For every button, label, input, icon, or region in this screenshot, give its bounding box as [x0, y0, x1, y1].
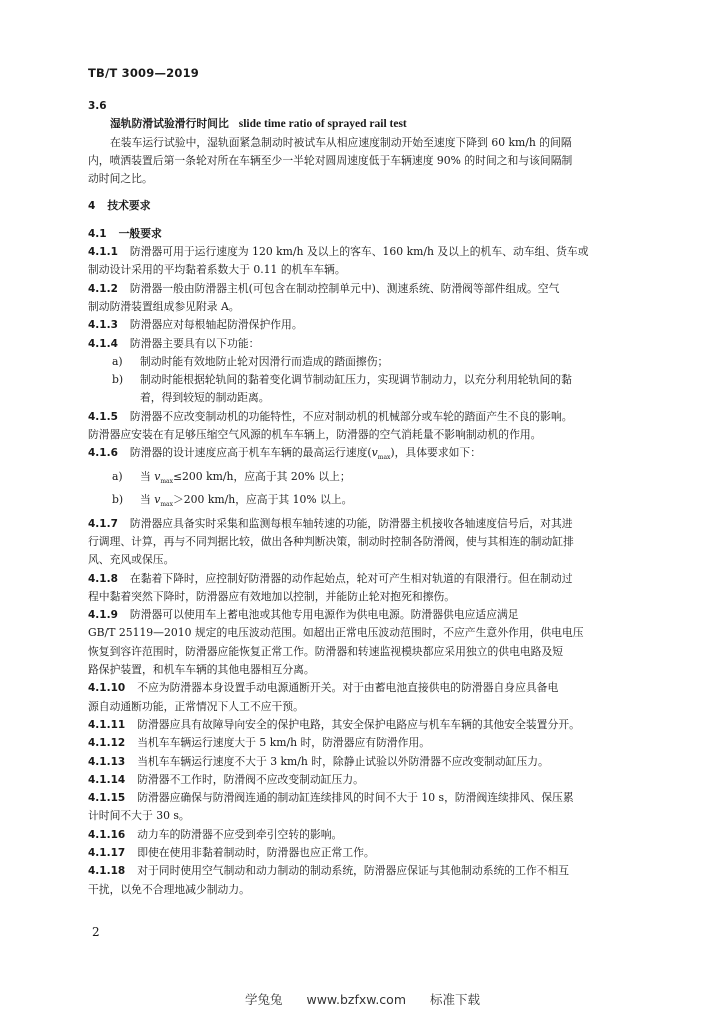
clause-4-1-2: 4.1.2 防滑器一般由防滑器主机(可包含在制动控制单元中)、测速系统、防滑阀等部件组成。空气 — [88, 281, 560, 295]
clause-4-1-13: 4.1.13 当机车车辆运行速度不大于 3 km/h 时，除静止试验以外防滑器不应改变制动缸压力。 — [88, 754, 549, 768]
doc-header-id: TB/T 3009—2019 — [88, 66, 199, 80]
footer-site-name: 学兔兔 — [244, 992, 283, 1007]
clause-4-1-18: 4.1.18 对于同时使用空气制动和动力制动的制动系统，防滑器应保证与其他制动系统的工作不相互 — [88, 864, 570, 878]
term-en: slide time ratio of sprayed rail test — [238, 118, 407, 131]
clause-4-1-15: 4.1.15 防滑器应确保与防滑阀连通的制动缸连续排风的时间不大于 10 s，防滑阀连续排风、保压累 — [88, 791, 574, 805]
clause-4-1-1: 4.1.1 防滑器可用于运行速度为 120 km/h 及以上的客车、160 km/h 及以上的机车、动车组、货车或 — [88, 245, 589, 259]
term-heading — [88, 115, 666, 133]
clause-4-1-8-cont: 程中黏着突然下降时，防滑器应有效地加以控制，并能防止轮对抱死和擦伤。 — [88, 589, 456, 603]
clause-4-1-7: 4.1.7 防滑器应具备实时采集和监测每根车轴转速的功能，防滑器主机接收各轴速度信号后，对其进 — [88, 516, 573, 530]
clause-4-1-4: 4.1.4 防滑器主要具有以下功能： — [88, 336, 260, 350]
clause-4-1-7-cont: 行调理、计算，再与不同判据比较，做出各种判断决策，制动时控制各防滑阀，使与其相连的制动缸排 — [88, 535, 574, 548]
section-4-heading: 4 技术要求 — [88, 199, 151, 213]
clause-4-1-10-cont: 源自动通断功能，正常情况下人工不应干预。 — [88, 699, 304, 713]
list-item-b-cont: 着，得到较短的制动距离。 — [140, 391, 270, 405]
term-definition-l2: 内，喷洒装置后第一条轮对所在车辆至少一半轮对圆周速度低于车辆速度 90% 的时间之和与该间隔制 — [88, 153, 573, 167]
term-cn: 湿轨防滑试验滑行时间比 — [110, 117, 229, 131]
clause-4-1-7-cont2: 风、充风或保压。 — [88, 553, 175, 567]
clause-4-1-11: 4.1.11 防滑器应具有故障导向安全的保护电路，其安全保护电路应与机车车辆的其他安全装置分开。 — [88, 717, 580, 731]
clause-4-1-18-cont: 干扰，以免不合理地减少制动力。 — [88, 882, 250, 896]
footer-tagline: 标准下载 — [430, 992, 481, 1007]
clause-4-1-9-cont3: 路保护装置，和机车车辆的其他电器相互分离。 — [88, 663, 315, 677]
section-4-1-heading: 4.1 一般要求 — [88, 226, 162, 240]
clause-4-1-9-cont2: 恢复到容许范围时，防滑器应能恢复正常工作。防滑器和转速监视模块都应采用独立的供电电路及短 — [88, 644, 564, 658]
clause-4-1-10: 4.1.10 不应为防滑器本身设置手动电源通断开关。对于由蓄电池直接供电的防滑器自身应具备电 — [88, 681, 559, 695]
term-definition-l1: 在装车运行试验中，湿轨面紧急制动时被试车从相应速度制动开始至速度下降到 60 km/h 的间隔 — [110, 135, 572, 149]
clause-4-1-3: 4.1.3 防滑器应对每根轴起防滑保护作用。 — [88, 318, 303, 332]
clause-4-1-1-cont: 制动设计采用的平均黏着系数大于 0.11 的机车车辆。 — [88, 263, 346, 277]
clause-4-1-5: 4.1.5 防滑器不应改变制动机的功能特性，不应对制动机的机械部分或车轮的踏面产生不良的影响。 — [88, 409, 573, 423]
clause-4-1-15-cont: 计时间不大于 30 s。 — [88, 809, 190, 823]
clause-4-1-5-cont: 防滑器应安装在有足够压缩空气风源的机车车辆上，防滑器的空气消耗量不影响制动机的作用。 — [88, 428, 542, 442]
clause-4-1-12: 4.1.12 当机车车辆运行速度大于 5 km/h 时，防滑器应有防滑作用。 — [88, 736, 431, 750]
clause-4-1-14: 4.1.14 防滑器不工作时，防滑阀不应改变制动缸压力。 — [88, 772, 364, 786]
term-definition-l3: 动时间之比。 — [88, 172, 153, 186]
list-item-a: a) 制动时能有效地防止轮对因滑行而造成的踏面擦伤； — [112, 354, 389, 368]
clause-4-1-9: 4.1.9 防滑器可以使用车上蓄电池或其他专用电源作为供电电源。防滑器供电应适应满足 — [88, 608, 519, 622]
footer-watermark — [0, 990, 725, 1008]
document-body — [88, 97, 666, 899]
clause-4-1-8: 4.1.8 在黏着下降时，应控制好防滑器的动作起始点，轮对可产生相对轨道的有限滑行。但在制动过 — [88, 571, 573, 585]
clause-4-1-17: 4.1.17 即使在使用非黏着制动时，防滑器也应正常工作。 — [88, 846, 375, 860]
clause-4-1-16: 4.1.16 动力车的防滑器不应受到牵引空转的影响。 — [88, 827, 343, 841]
footer-url[interactable]: www.bzfxw.com — [306, 992, 407, 1007]
list-item-a-speed: a) 当 $v_{max}\le 200$ km/h，应高于其 20% 以上； — [112, 469, 351, 485]
clause-4-1-6: 4.1.6 防滑器的设计速度应高于机车车辆的最高运行速度$(v_{max})$，具体要求如下： — [88, 446, 482, 462]
clause-4-1-2-cont: 制动防滑装置组成参见附录 A。 — [88, 299, 240, 313]
page-number: 2 — [92, 925, 100, 939]
list-item-b: b) 制动时能根据轮轨间的黏着变化调节制动缸压力，实现调节制动力，以充分利用轮轨间的黏 — [112, 373, 572, 387]
clause-4-1-9-cont: GB/T 25119—2010 规定的电压波动范围。如超出正常电压波动范围时，不应产生意外作用，供电电压 — [88, 626, 584, 640]
clause-number-3-6: 3.6 — [88, 100, 107, 112]
list-item-b-speed: b) 当 $v_{max}>200$ km/h，应高于其 10% 以上。 — [112, 493, 353, 509]
